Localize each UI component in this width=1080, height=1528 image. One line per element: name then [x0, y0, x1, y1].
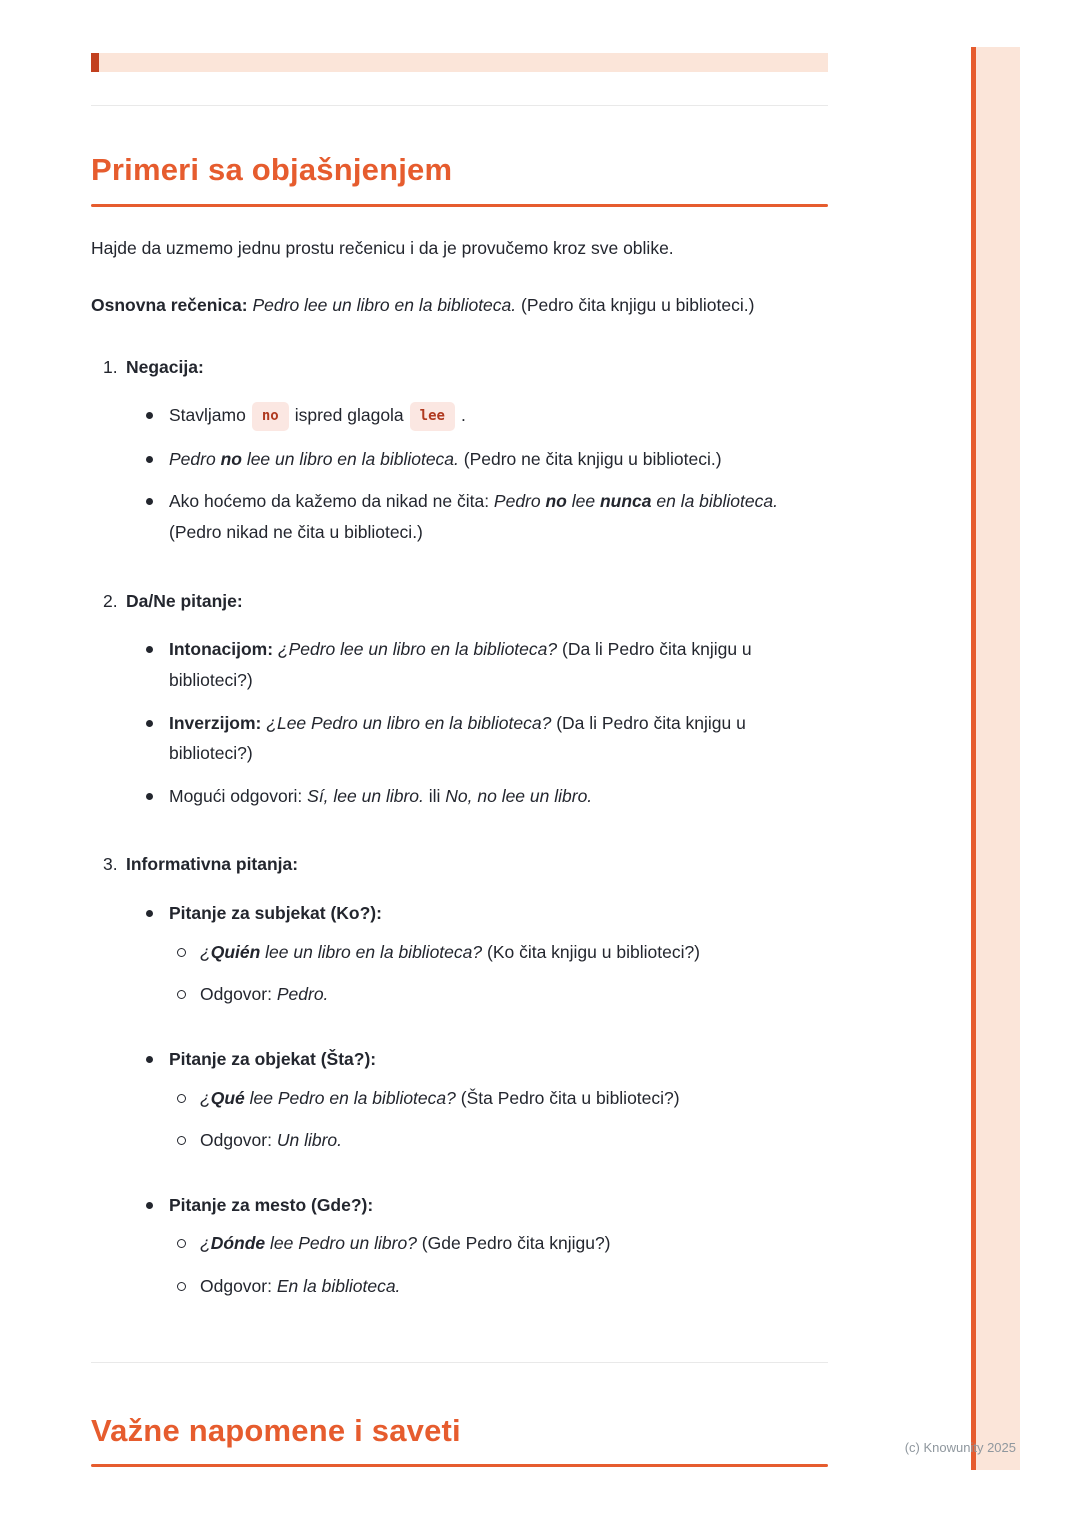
point-text: Odgovor: Un libro.	[200, 1130, 343, 1151]
point-text: Odgovor: Pedro.	[200, 984, 329, 1005]
base-sentence-paragraph: Osnovna rečenica: Pedro lee un libro en la biblioteca. (Pedro čita knjigu u biblioteci.)	[91, 295, 755, 316]
bullet-text: Pedro no lee un libro en la biblioteca. (Pedro ne čita knjigu u biblioteci.)	[169, 448, 722, 469]
subgroup-body	[169, 1044, 828, 1168]
bullet-disc	[146, 1202, 153, 1209]
bullet-list	[126, 634, 828, 811]
bullet-ring	[177, 1136, 186, 1145]
list-item-body	[126, 849, 828, 1335]
bullet-text: Intonacijom: ¿Pedro lee un libro en la biblioteca? (Da li Pedro čita knjigu u biblioteci?)	[169, 639, 752, 690]
bullet-item-subjekat	[146, 898, 828, 1022]
bullet-ring	[177, 1239, 186, 1248]
heading-rule-primeri	[91, 204, 828, 207]
point-text: ¿Dónde lee Pedro un libro? (Gde Pedro čita knjigu?)	[200, 1233, 611, 1254]
cursor-mark	[91, 53, 99, 72]
bullet-text: Mogući odgovori: Sí, lee un libro. ili No, no lee un libro.	[169, 785, 593, 806]
point-item	[177, 1271, 828, 1302]
point-item	[177, 1125, 828, 1156]
footer-credit: (c) Knowunity 2025	[904, 1440, 1016, 1455]
point-item	[177, 1228, 828, 1259]
bullet-ring	[177, 1094, 186, 1103]
point-list	[169, 1083, 828, 1156]
bullet-disc	[146, 793, 153, 800]
page-margin-strip	[971, 47, 1020, 1470]
bullet-disc	[146, 720, 153, 727]
subgroup-title: Pitanje za mesto (Gde?):	[169, 1194, 374, 1215]
bullet-item	[146, 444, 828, 475]
list-item-informativna-pitanja	[103, 849, 828, 1335]
list-item-body	[126, 586, 828, 824]
subgroup-title: Pitanje za objekat (Šta?):	[169, 1048, 377, 1069]
point-text: Odgovor: En la biblioteca.	[200, 1276, 401, 1297]
point-item	[177, 979, 828, 1010]
bullet-item	[146, 781, 828, 812]
subgroup-title: Pitanje za subjekat (Ko?):	[169, 903, 382, 924]
list-item-dane-pitanje	[103, 586, 828, 824]
subgroup-body	[169, 898, 828, 1022]
section-divider-top	[91, 105, 828, 106]
bullet-list	[126, 400, 828, 547]
list-item-label: Informativna pitanja:	[126, 854, 299, 875]
subgroup-body	[169, 1190, 828, 1314]
bullet-item	[146, 400, 828, 432]
intro-paragraph: Hajde da uzmemo jednu prostu rečenicu i da je provučemo kroz sve oblike.	[91, 237, 674, 258]
heading-rule-vazne	[91, 1464, 828, 1467]
list-number: 1.	[103, 356, 118, 377]
point-list	[169, 937, 828, 1010]
list-item-label: Da/Ne pitanje:	[126, 590, 243, 611]
bullet-item	[146, 486, 828, 547]
bullet-item-objekat	[146, 1044, 828, 1168]
section-divider-bottom	[91, 1362, 828, 1363]
point-list	[169, 1228, 828, 1301]
bullet-text: Ako hoćemo da kažemo da nikad ne čita: Pedro no lee nunca en la biblioteca. (Pedro nikad ne čita u biblioteci.)	[169, 491, 778, 543]
bullet-list	[126, 898, 828, 1314]
heading-vazne-napomene: Važne napomene i saveti	[91, 1412, 461, 1448]
highlight-bar	[99, 53, 828, 72]
list-item-negacija	[103, 352, 828, 560]
point-item	[177, 1083, 828, 1114]
bullet-disc	[146, 1056, 153, 1063]
bullet-item	[146, 708, 828, 769]
list-item-label: Negacija:	[126, 356, 204, 377]
bullet-item-mesto	[146, 1190, 828, 1314]
list-number: 2.	[103, 590, 118, 611]
heading-primeri: Primeri sa objašnjenjem	[91, 152, 453, 187]
bullet-ring	[177, 990, 186, 999]
bullet-ring	[177, 1282, 186, 1291]
bullet-disc	[146, 456, 153, 463]
bullet-item	[146, 634, 828, 695]
bullet-disc	[146, 498, 153, 505]
point-text: ¿Qué lee Pedro en la biblioteca? (Šta Pedro čita u biblioteci?)	[200, 1087, 680, 1108]
bullet-ring	[177, 948, 186, 957]
examples-list	[91, 352, 828, 1336]
bullet-text: Inverzijom: ¿Lee Pedro un libro en la biblioteca? (Da li Pedro čita knjigu u biblioteci?)	[169, 712, 746, 764]
content-column	[91, 53, 828, 1467]
top-highlight-row	[91, 53, 828, 72]
bullet-disc	[146, 646, 153, 653]
point-item	[177, 937, 828, 968]
bullet-text: Stavljamo no ispred glagola lee .	[169, 400, 828, 432]
list-item-body	[126, 352, 828, 560]
point-text: ¿Quién lee un libro en la biblioteca? (Ko čita knjigu u biblioteci?)	[200, 941, 701, 962]
bullet-disc	[146, 412, 153, 419]
bullet-disc	[146, 910, 153, 917]
list-number: 3.	[103, 854, 118, 875]
